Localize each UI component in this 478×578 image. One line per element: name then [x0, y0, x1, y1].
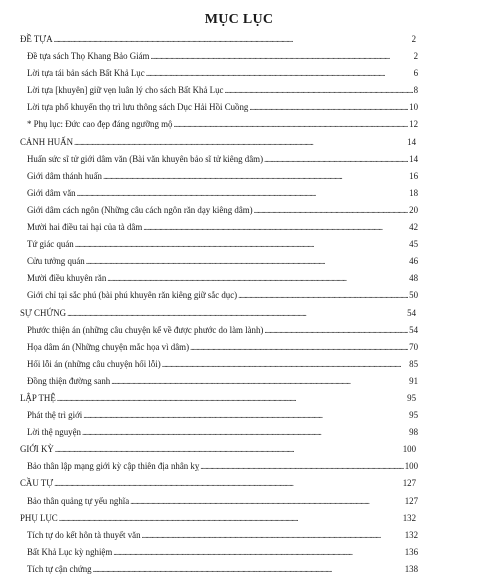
toc-leader-dots	[264, 151, 415, 168]
toc-leader-dots	[111, 373, 415, 390]
toc-entry-label: Họa dâm án (Những chuyện mắc họa vì dâm)	[27, 341, 190, 352]
toc-page-number: 54	[408, 322, 418, 339]
toc-leader-dots	[54, 475, 415, 492]
toc-page-number: 12	[408, 116, 418, 133]
toc-entry	[0, 407, 478, 424]
toc-entry	[0, 253, 478, 270]
toc-entry	[0, 424, 478, 441]
toc-page-number: 132	[402, 510, 416, 527]
toc-leader-dots	[107, 270, 415, 287]
toc-leader-dots	[93, 561, 415, 578]
toc-leader-dots	[249, 99, 415, 116]
toc-entry	[0, 99, 478, 116]
toc-entry-label: Bảo thân lập mạng giới kỳ cập thiên địa nhân kỵ	[27, 461, 200, 472]
toc-leader-dots	[103, 168, 415, 185]
toc-section-entry	[0, 441, 478, 458]
toc-leader-dots	[83, 407, 415, 424]
toc-leader-dots	[67, 305, 415, 322]
toc-entry-label: Hối lỗi án (những câu chuyện hối lỗi)	[27, 358, 161, 369]
toc-entry-label: GIỚI KỲ	[20, 444, 54, 455]
toc-entry-label: Lời tựa tái bản sách Bất Khả Lục	[27, 68, 145, 79]
toc-page-number: 2	[411, 31, 416, 48]
toc-section-entry	[0, 390, 478, 407]
toc-page-number: 127	[404, 493, 418, 510]
toc-entry	[0, 356, 478, 373]
toc-entry	[0, 82, 478, 99]
toc-page-number: 6	[413, 65, 418, 82]
toc-leader-dots	[150, 48, 415, 65]
toc-entry	[0, 544, 478, 561]
toc-leader-dots	[55, 441, 415, 458]
toc-leader-dots	[146, 65, 415, 82]
toc-section-entry	[0, 31, 478, 48]
toc-entry	[0, 527, 478, 544]
page-title: MỤC LỤC	[204, 12, 274, 27]
toc-entry	[0, 202, 478, 219]
toc-entry-label: Giới chỉ tại sắc phú (bài phú khuyên răn kiêng giữ sắc dục)	[27, 290, 238, 301]
toc-entry-label: Tích tự do kết hôn tà thuyết văn	[27, 529, 141, 540]
toc-section-entry	[0, 475, 478, 492]
toc-leader-dots	[77, 185, 415, 202]
toc-leader-dots	[190, 339, 415, 356]
toc-leader-dots	[200, 458, 415, 475]
toc-entry	[0, 270, 478, 287]
toc-section-entry	[0, 510, 478, 527]
toc-entry	[0, 339, 478, 356]
toc-page-number: 2	[413, 48, 418, 65]
toc-entry-label: Bất Khả Lục kỳ nghiệm	[27, 546, 113, 557]
toc-page-number: 14	[406, 134, 416, 151]
toc-page-number: 136	[404, 544, 418, 561]
toc-entry-label: Lời tựa [khuyên] giữ vẹn luân lý cho sách Bất Khả Lục	[27, 85, 224, 96]
toc-page-number: 42	[408, 219, 418, 236]
toc-entry	[0, 48, 478, 65]
toc-leader-dots	[59, 510, 415, 527]
toc-entry	[0, 116, 478, 133]
toc-entry-label: SỰ CHỨNG	[20, 307, 67, 318]
table-of-contents	[0, 31, 478, 578]
toc-leader-dots	[162, 356, 415, 373]
toc-entry-label: Lời tựa phổ khuyến thọ trì lưu thông sách Dục Hải Hồi Cuồng	[27, 102, 249, 113]
toc-entry	[0, 561, 478, 578]
toc-entry	[0, 373, 478, 390]
toc-page-number: 8	[413, 82, 418, 99]
toc-entry-label: Đồng thiện đường sanh	[27, 375, 111, 386]
toc-entry-label: Huấn sức sĩ tử giới dâm văn (Bài văn khuyên bảo sĩ tử kiêng dâm)	[27, 153, 264, 164]
toc-page-number: 95	[408, 407, 418, 424]
toc-entry-label: LẬP THỆ	[20, 392, 56, 403]
toc-leader-dots	[173, 116, 415, 133]
toc-entry-label: Đề tựa sách Thọ Khang Bảo Giám	[27, 51, 150, 62]
toc-entry	[0, 287, 478, 304]
toc-page-number: 14	[408, 151, 418, 168]
toc-entry	[0, 219, 478, 236]
toc-entry	[0, 65, 478, 82]
toc-page-number: 138	[404, 561, 418, 578]
toc-page-number: 95	[406, 390, 416, 407]
toc-leader-dots	[224, 82, 415, 99]
toc-entry-label: * Phụ lục: Đức cao đẹp đáng ngưỡng mộ	[27, 119, 173, 130]
toc-entry-label: Tứ giác quán	[27, 239, 74, 250]
toc-entry-label: Lời thệ nguyện	[27, 427, 81, 438]
toc-page-number: 85	[408, 356, 418, 373]
toc-entry-label: CẢNH HUẤN	[20, 136, 74, 147]
toc-entry	[0, 151, 478, 168]
toc-page-number: 18	[408, 185, 418, 202]
toc-page-number: 46	[408, 253, 418, 270]
toc-page-number: 10	[408, 99, 418, 116]
toc-entry	[0, 168, 478, 185]
toc-page-number: 127	[402, 475, 416, 492]
toc-entry-label: ĐỀ TỰA	[20, 34, 53, 44]
toc-entry-label: Phước thiện án (những câu chuyện kể về được phước do làm lành)	[27, 324, 264, 335]
toc-entry	[0, 185, 478, 202]
toc-page-number: 48	[408, 270, 418, 287]
toc-entry-label: Giới dâm văn	[27, 187, 76, 198]
toc-entry-label: Giới dâm cách ngôn (Những câu cách ngôn răn dạy kiêng dâm)	[27, 204, 253, 215]
toc-leader-dots	[130, 493, 415, 510]
toc-leader-dots	[82, 424, 415, 441]
toc-page-number: 16	[408, 168, 418, 185]
toc-leader-dots	[254, 202, 415, 219]
toc-entry-label: Mười hai điều tai hại của tà dâm	[27, 222, 143, 233]
toc-leader-dots	[86, 253, 415, 270]
toc-page-number: 54	[406, 305, 416, 322]
toc-leader-dots	[74, 134, 415, 151]
toc-leader-dots	[143, 219, 415, 236]
toc-entry	[0, 322, 478, 339]
toc-page-number: 50	[408, 287, 418, 304]
toc-section-entry	[0, 134, 478, 151]
toc-entry-label: Giới dâm thánh huấn	[27, 170, 102, 181]
toc-entry-label: Cửu tưởng quán	[27, 256, 85, 267]
toc-page-number: 70	[408, 339, 418, 356]
toc-leader-dots	[238, 287, 415, 304]
toc-page-number: 20	[408, 202, 418, 219]
toc-entry-label: Phát thệ trì giới	[27, 410, 83, 421]
toc-entry	[0, 236, 478, 253]
toc-leader-dots	[54, 31, 415, 48]
toc-leader-dots	[57, 390, 415, 407]
toc-leader-dots	[75, 236, 415, 253]
toc-entry	[0, 493, 478, 510]
toc-page-number: 100	[404, 458, 418, 475]
toc-entry-label: PHỤ LỤC	[20, 512, 58, 523]
toc-entry-label: Tích tự cận chứng	[27, 563, 92, 574]
toc-section-entry	[0, 305, 478, 322]
toc-entry-label: CẦU TỰ	[20, 478, 54, 489]
toc-page-number: 132	[404, 527, 418, 544]
toc-leader-dots	[264, 322, 415, 339]
toc-page-number: 91	[408, 373, 418, 390]
toc-entry-label: Bảo thân quảng tự yếu nghĩa	[27, 495, 130, 506]
toc-leader-dots	[142, 527, 415, 544]
toc-entry-label: Mười điều khuyên răn	[27, 273, 107, 284]
toc-page-number: 100	[402, 441, 416, 458]
toc-page-number: 98	[408, 424, 418, 441]
toc-page-number: 45	[408, 236, 418, 253]
toc-leader-dots	[113, 544, 415, 561]
toc-entry	[0, 458, 478, 475]
